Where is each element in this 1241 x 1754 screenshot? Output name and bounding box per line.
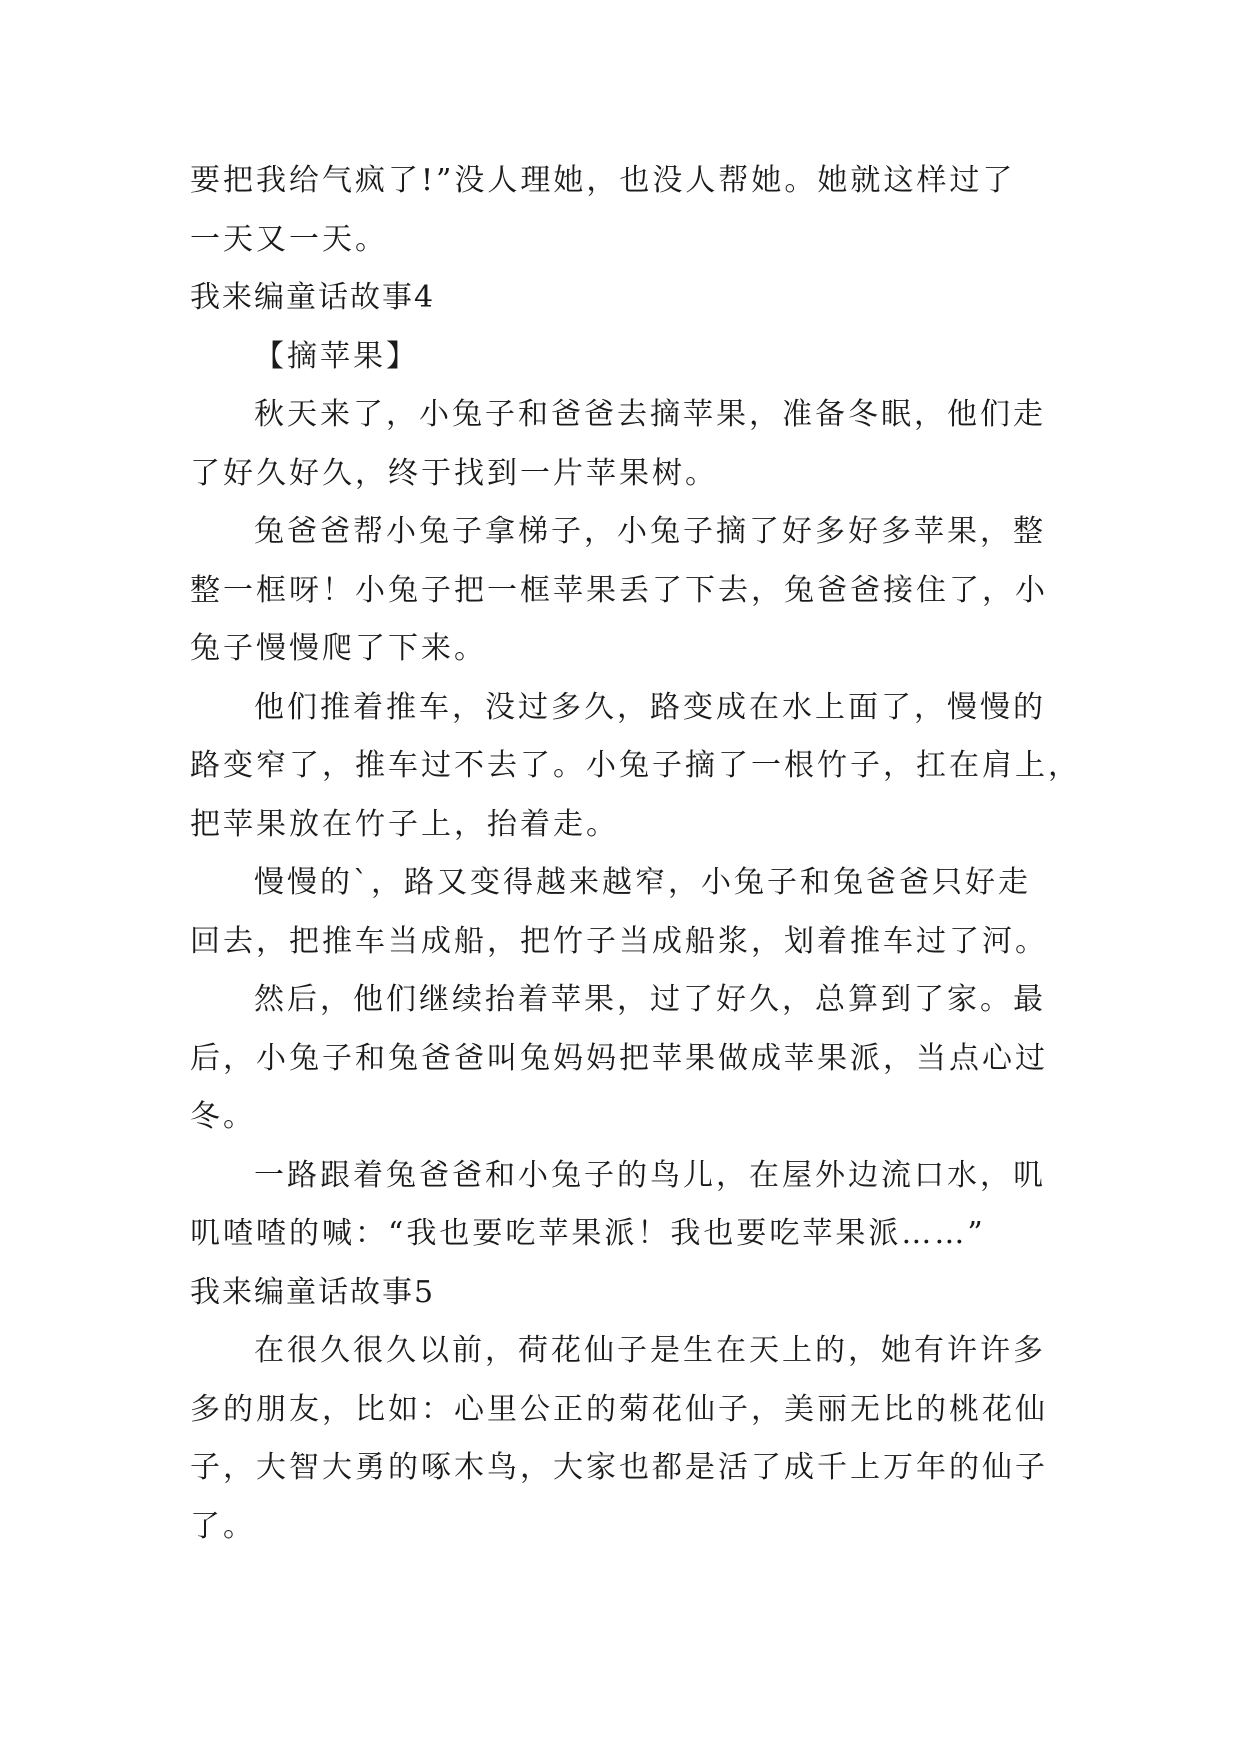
paragraph-line: 要把我给气疯了!”没人理她，也没人帮她。她就这样过了	[190, 163, 1016, 198]
section-heading: 我来编童话故事4	[190, 280, 436, 315]
paragraph-line: 冬。	[190, 1099, 256, 1134]
paragraph-line: 慢慢的`，路又变得越来越窄，小兔子和兔爸爸只好走	[254, 865, 1031, 900]
paragraph-line: 一路跟着兔爸爸和小兔子的鸟儿，在屋外边流口水，叽	[254, 1157, 1046, 1193]
paragraph-line: 秋天来了，小兔子和爸爸去摘苹果，准备冬眠，他们走	[254, 397, 1046, 432]
paragraph-line: 一天又一天。	[190, 221, 388, 257]
paragraph-line: 了。	[190, 1508, 256, 1544]
paragraph-line: 了好久好久，终于找到一片苹果树。	[190, 455, 718, 491]
paragraph-line: 整一框呀！小兔子把一框苹果丢了下去，兔爸爸接住了，小	[190, 572, 1048, 608]
paragraph-line: 【摘苹果】	[254, 338, 419, 374]
paragraph-line: 在很久很久以前，荷花仙子是生在天上的，她有许许多	[254, 1333, 1046, 1368]
paragraph-line: 他们推着推车，没过多久，路变成在水上面了，慢慢的	[254, 689, 1046, 725]
paragraph-line: 把苹果放在竹子上，抬着走。	[190, 806, 619, 842]
paragraph-line: 兔爸爸帮小兔子拿梯子，小兔子摘了好多好多苹果，整	[254, 514, 1046, 549]
document-body	[190, 152, 1081, 1556]
paragraph-line: 子，大智大勇的啄木鸟，大家也都是活了成千上万年的仙子	[190, 1450, 1048, 1485]
paragraph-line: 叽喳喳的喊：“我也要吃苹果派！我也要吃苹果派……”	[190, 1216, 986, 1251]
paragraph-line: 回去，把推车当成船，把竹子当成船浆，划着推车过了河。	[190, 923, 1048, 959]
paragraph-line: 路变窄了，推车过不去了。小兔子摘了一根竹子，扛在肩上，	[190, 748, 1081, 783]
paragraph-line: 多的朋友，比如：心里公正的菊花仙子，美丽无比的桃花仙	[190, 1391, 1048, 1427]
paragraph-line: 兔子慢慢爬了下来。	[190, 631, 487, 666]
paragraph-line: 后，小兔子和兔爸爸叫兔妈妈把苹果做成苹果派，当点心过	[190, 1040, 1048, 1076]
section-heading: 我来编童话故事5	[190, 1274, 436, 1310]
paragraph-line: 然后，他们继续抬着苹果，过了好久，总算到了家。最	[254, 982, 1046, 1017]
